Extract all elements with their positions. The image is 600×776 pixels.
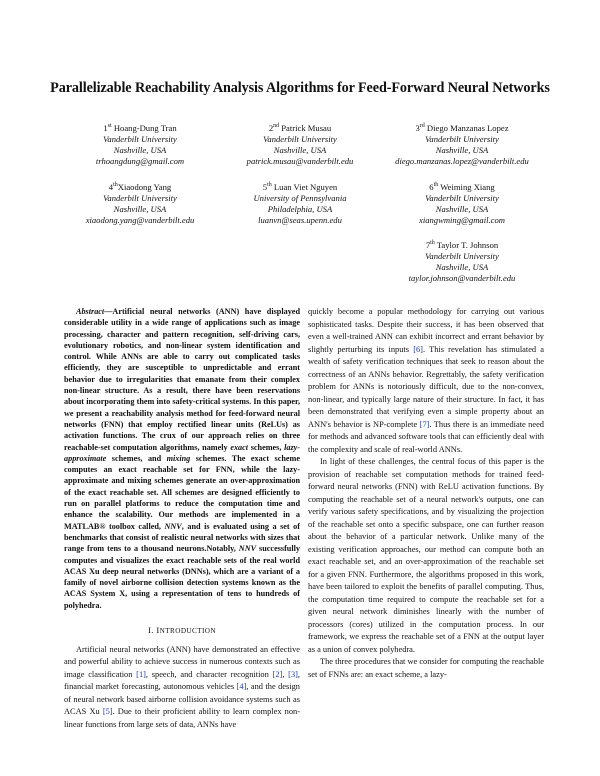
author-location: Nashville, USA	[435, 262, 489, 273]
author-location: Philadelphia, USA	[267, 204, 333, 215]
citation[interactable]: [7]	[419, 419, 430, 429]
author-block-6	[367, 180, 557, 227]
citation[interactable]: [3]	[288, 669, 298, 679]
author-affiliation: University of Pennsylvania	[253, 193, 347, 204]
author-email: diego.manzanas.lopez@vanderbilt.edu	[395, 156, 529, 167]
author-name: 2nd Patrick Musau	[268, 122, 332, 133]
author-location: Nashville, USA	[113, 204, 167, 215]
citation[interactable]: [5]	[102, 707, 113, 717]
citation[interactable]: [6]	[413, 344, 423, 354]
citation[interactable]: [4]	[236, 682, 247, 692]
author-name: 7th Taylor T. Johnson	[425, 239, 499, 250]
author-email: taylor.johnson@vanderbilt.edu	[408, 273, 516, 284]
author-location: Nashville, USA	[273, 145, 327, 156]
author-name: 1st Hoang-Dung Tran	[103, 122, 177, 133]
author-affiliation: Vanderbilt University	[425, 193, 499, 204]
author-affiliation: Vanderbilt University	[103, 193, 177, 204]
author-email: xiaodong.yang@vanderbilt.edu	[85, 215, 195, 226]
author-email: luanvn@seas.upenn.edu	[258, 215, 342, 226]
abstract: Abstract—Artificial neural networks (ANN) have displayed considerable utility in a wide range of applications such as image processing, character and pattern recognition, self-driving cars, evolutionary robotics, and non-linear system identification and control. While ANNs are able to carry out complicated tasks efficiently, they are susceptible to unpredictable and errant behavior due to irregularities that emanate from their complex non-linear structure. As a result, there have been reservations about incorporating them into safety-critical systems. In this paper, we present a reachability analysis method for feed-forward neural networks (FNN) that employ rectified linear units (ReLUs) as activation functions. The crux of our approach relies on three reachable-set computation algorithms, namely exact schemes, lazy-approximate schemes, and mixing schemes. The exact scheme computes an exact reachable set for FNN, while the lazy-approximate and mixing schemes generate an over-approximation of the exact reachable set. All schemes are designed efficiently to run on parallel platforms to reduce the computation time and enhance the scalability. Our methods are implemented in a MATLAB® toolbox called, NNV, and is evaluated using a set of benchmarks that consist of realistic neural networks with sizes that range from tens to a thousand neurons.Notably, NNV successfully computes and visualizes the exact reachable sets of the real world ACAS Xu deep neural networks (DNNs), which are a variant of a family of novel airborne collision detection systems known as the ACAS System X, using a representation of tens to hundreds of polyhedra.	[64, 307, 301, 610]
citation[interactable]: [2]	[272, 669, 283, 679]
intro-paragraph-2: In light of these challenges, the central focus of this paper is the provision of reachable set computation methods for trained feed-forward neural networks (FNN) with ReLU activation functions. By computing the reachable set of a neural network's outputs, one can verify various safety specifications, and by visualizing the projection of the reachable set onto a specific subspace, one can further reason about the behavior of a particular network. Unlike many of the existing verification approaches, our method can compute both an exact reachable set, and an over-approximation of the reachable set for a given FNN. Furthermore, the algorithms proposed in this work, have been tailored to exploit the benefits of parallel computing. Thus, the computation time required to compute the reachable set for a given neural network diminishes linearly with the number of processors (cores) utilized in the computation process. In our framework, we express the reachable set of a FNN at the output layer as a union of convex polyhedra.	[308, 457, 544, 654]
section-heading-introduction: I. INTRODUCTION	[148, 625, 216, 636]
left-column	[64, 306, 300, 731]
author-email: trhoangdung@gmail.com	[95, 156, 185, 167]
author-location: Nashville, USA	[435, 145, 489, 156]
intro-paragraph-3: The three procedures that we consider for computing the reachable set of FNNs are: an exact scheme, a lazy-	[308, 657, 544, 679]
author-name: 5th Luan Viet Nguyen	[262, 181, 338, 192]
author-block-7	[367, 238, 557, 285]
author-affiliation: Vanderbilt University	[263, 134, 337, 145]
intro-paragraph-continued: quickly become a popular methodology for carrying out various sophisticated tasks. Despite their success, it has been observed that even a well-trained ANN can exhibit incorrect and errant behavior by slightly perturbing its inputs [6]. This revelation has stimulated a wealth of safety verification techniques that seek to reason about the correctness of an ANNs behavior. Regrettably, the safety verification problem for ANNs is notoriously difficult, due to the non-convex, non-linear, and typically large nature of their structure. In fact, it has been demonstrated that verifying even a simple property about an ANN's behavior is NP-complete [7]. Thus there is an immediate need for methods and advanced software tools that can efficiently deal with the complexity and scale of real-world ANNs.	[308, 307, 545, 454]
right-column	[308, 306, 544, 681]
author-location: Nashville, USA	[113, 145, 167, 156]
author-location: Nashville, USA	[435, 204, 489, 215]
paper-title: Parallelizable Reachability Analysis Algorithms for Feed-Forward Neural Networks	[50, 80, 550, 96]
author-affiliation: Vanderbilt University	[425, 251, 499, 262]
author-email: patrick.musau@vanderbilt.edu	[246, 156, 354, 167]
author-email: xiangwming@gmail.com	[419, 215, 505, 226]
intro-paragraph-1: Artificial neural networks (ANN) have demonstrated an effective and powerful ability to achieve success in numerous contexts such as image classification [1], speech, and character recognition [2], [3], financial market forecasting, autonomous vehicles [4], and the design of neural network based airborne collision avoidance systems such as ACAS Xu [5]. Due to their proficient ability to learn complex non-linear functions from large sets of data, ANNs have	[64, 644, 301, 729]
author-block-3	[367, 121, 557, 168]
author-name: 3rd Diego Manzanas Lopez	[415, 122, 509, 133]
author-affiliation: Vanderbilt University	[425, 134, 499, 145]
author-name: 6th Weiming Xiang	[429, 181, 495, 192]
author-name: 4thXiaodong Yang	[108, 181, 172, 192]
author-affiliation: Vanderbilt University	[103, 134, 177, 145]
citation[interactable]: [1]	[136, 669, 146, 679]
